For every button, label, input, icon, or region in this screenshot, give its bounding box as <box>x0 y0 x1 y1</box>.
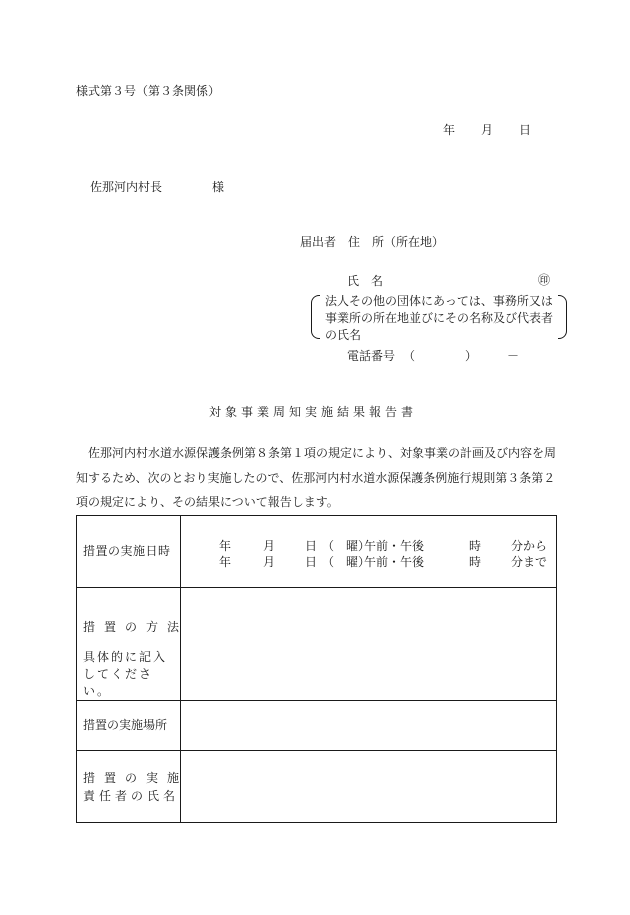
to-ampm: 午前・午後 <box>364 555 425 569</box>
to-year: 年 <box>219 555 232 569</box>
address-label: 住 所（所在地） <box>348 235 445 249</box>
row-label-method <box>77 588 189 701</box>
table-row <box>77 751 557 823</box>
to-dow: （ 曜） <box>322 555 371 569</box>
seal-mark: ㊞ <box>538 273 551 287</box>
name-label: 氏 名 <box>347 274 384 288</box>
addressee-name: 佐那河内村長 <box>90 180 163 194</box>
responsible-cell[interactable] <box>181 751 557 823</box>
document-title: 対象事業周知実施結果報告書 <box>209 405 418 419</box>
from-month: 月 <box>263 539 276 553</box>
applicant-address <box>300 236 444 248</box>
addressee-suffix: 様 <box>212 180 225 194</box>
phone-close-paren: ） <box>465 349 478 363</box>
to-day: 日 <box>305 555 318 569</box>
corporate-note <box>311 293 567 341</box>
date-day-label: 日 <box>519 123 532 137</box>
bracket-left <box>311 295 320 339</box>
method-cell[interactable] <box>181 588 557 701</box>
form-number: 様式第３号（第３条関係） <box>76 84 221 98</box>
to-month: 月 <box>263 555 276 569</box>
row-label-location: 措置の実施場所 <box>77 701 181 751</box>
datetime-to <box>181 553 557 567</box>
to-min: 分まで <box>511 555 548 569</box>
to-hour: 時 <box>469 555 482 569</box>
from-hour: 時 <box>469 539 482 553</box>
report-table <box>76 515 557 823</box>
responsible-label-line2: 責任者の氏名 <box>83 788 180 803</box>
from-dow: （ 曜） <box>322 539 371 553</box>
addressee <box>90 181 224 193</box>
from-ampm: 午前・午後 <box>364 539 425 553</box>
from-year: 年 <box>219 539 232 553</box>
phone-row <box>347 350 519 362</box>
phone-open-paren: （ <box>403 349 416 363</box>
document-body <box>76 441 556 515</box>
from-day: 日 <box>305 539 318 553</box>
document-body-text: 佐那河内村水道水源保護条例第８条第１項の規定により、対象事業の計画及び内容を周知するため、次のとおり実施したので、佐那河内村水道水源保護条例施行規則第３条第２項の規定により、その結果について報告します。 <box>76 446 557 509</box>
datetime-from <box>181 537 557 551</box>
row-label-datetime: 措置の実施日時 <box>77 516 181 588</box>
row-label-responsible <box>77 751 189 823</box>
date-month-label: 月 <box>481 123 494 137</box>
datetime-cell[interactable] <box>181 516 557 588</box>
bracket-right <box>558 295 567 339</box>
location-cell[interactable] <box>181 701 557 751</box>
method-label: 措置の方法 <box>83 620 189 634</box>
date-year-label: 年 <box>443 123 456 137</box>
from-min: 分から <box>511 539 548 553</box>
table-row <box>77 516 557 588</box>
table-row <box>77 701 557 751</box>
method-note: 具体的に記入してください。 <box>83 650 168 698</box>
submission-date <box>443 124 531 136</box>
table-row <box>77 588 557 701</box>
phone-dash: － <box>507 349 520 363</box>
corporate-note-text: 法人その他の団体にあっては、事務所又は事業所の所在地並びにその名称及び代表者の氏名 <box>325 294 554 342</box>
phone-label: 電話番号 <box>347 349 396 363</box>
responsible-label-line1: 措置の実施 <box>83 770 189 785</box>
applicant-label: 届出者 <box>300 235 337 249</box>
